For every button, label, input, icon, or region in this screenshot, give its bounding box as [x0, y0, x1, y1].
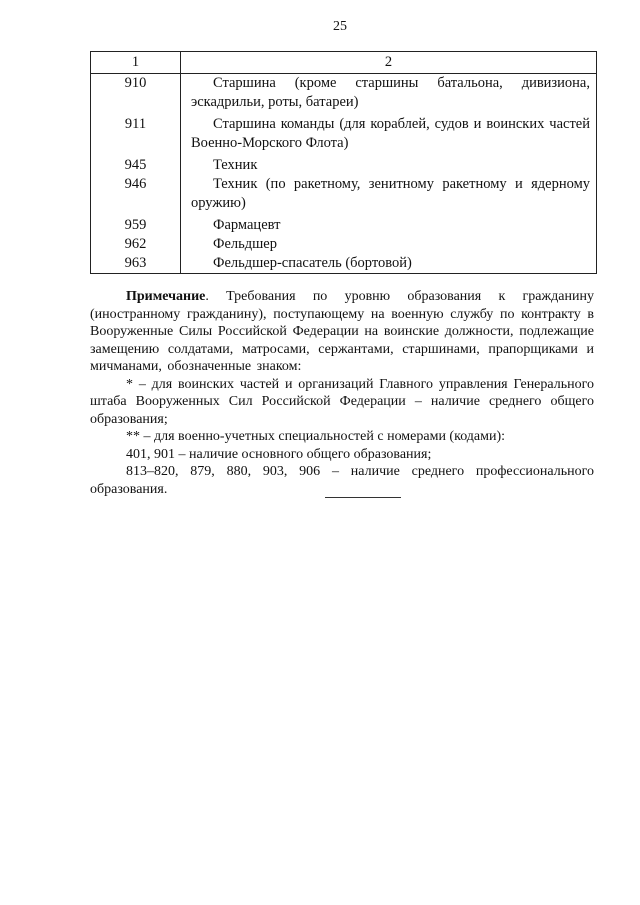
- column-header-position: 2: [181, 52, 597, 74]
- position-cell: Старшина (кроме старшины батальона, дивизиона, эскадрильи, роты, батареи): [181, 74, 597, 116]
- table-row: [91, 156, 597, 175]
- table-row: [91, 115, 597, 156]
- position-cell: Фармацевт: [181, 216, 597, 235]
- position-cell: Техник (по ракетному, зенитному ракетному и ядерному оружию): [181, 175, 597, 216]
- position-cell: Техник: [181, 156, 597, 175]
- table-row: [91, 216, 597, 235]
- note-label: Примечание: [126, 289, 206, 304]
- code-cell: 946: [91, 175, 181, 216]
- table-row: [91, 254, 597, 274]
- column-header-code: 1: [91, 52, 181, 74]
- end-separator-line: [325, 497, 401, 498]
- note-professional-education-paragraph: 813–820, 879, 880, 903, 906 – наличие среднего профессионального образования.: [90, 464, 594, 497]
- table-row: [91, 74, 597, 116]
- code-cell: 945: [91, 156, 181, 175]
- position-cell: Старшина команды (для кораблей, судов и воинских частей Военно-Морского Флота): [181, 115, 597, 156]
- code-cell: 962: [91, 235, 181, 254]
- code-cell: 959: [91, 216, 181, 235]
- code-cell: 911: [91, 115, 181, 156]
- table-row: [91, 235, 597, 254]
- specialty-codes-table: [90, 51, 597, 274]
- note-double-star-paragraph: ** – для военно-учетных специальностей с номерами (кодами):: [126, 429, 506, 444]
- code-cell: 963: [91, 254, 181, 274]
- note-intro-paragraph: [90, 288, 594, 376]
- code-cell: 910: [91, 74, 181, 116]
- page-number: 25: [333, 19, 347, 34]
- position-cell: Фельдшер: [181, 235, 597, 254]
- table-header-row: [91, 52, 597, 74]
- note-basic-education-paragraph: 401, 901 – наличие основного общего образования;: [126, 446, 432, 462]
- note-section: [90, 288, 594, 498]
- table-row: [91, 175, 597, 216]
- note-intro-text: . Требования по уровню образования к гражданину (иностранному гражданину), поступающему на военную службу по контракту в Вооруженные Силы Российской Федерации на воинские должности, подлежащие замещению солдатами, матросами, сержантами, старшинами, прапорщиками и мичманами, обозначенные знаком:: [90, 289, 594, 374]
- note-single-star-paragraph: * – для воинских частей и организаций Главного управления Генерального штаба Вооруженных Сил Российской Федерации – наличие среднего общего образования;: [90, 376, 594, 427]
- position-cell: Фельдшер-спасатель (бортовой): [181, 254, 597, 274]
